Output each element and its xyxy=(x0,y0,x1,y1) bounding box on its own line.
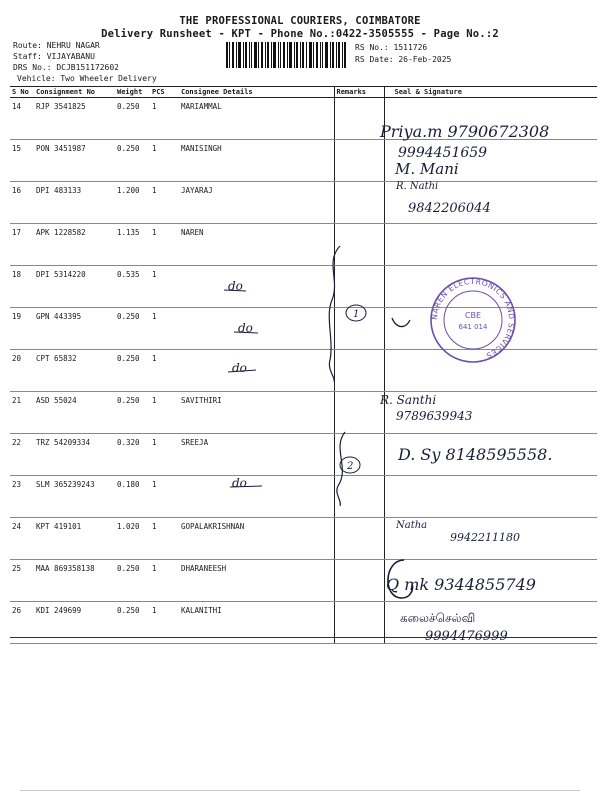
cell-weight: 0.250 xyxy=(115,602,150,644)
ditto-mark: do xyxy=(232,476,247,490)
cell-pcs: 1 xyxy=(150,476,179,518)
cell-weight: 0.535 xyxy=(115,266,150,308)
cell-pcs: 1 xyxy=(150,140,179,182)
route-label: Route: NEHRU NAGAR xyxy=(13,41,100,50)
table-row xyxy=(10,98,597,140)
cell-consignee: NAREN xyxy=(179,224,334,266)
cell-remarks xyxy=(334,476,384,518)
table-row xyxy=(10,182,597,224)
cell-sno: 14 xyxy=(10,98,34,140)
cell-pcs: 1 xyxy=(150,434,179,476)
phone-row16: 9842206044 xyxy=(408,201,491,216)
cell-signature xyxy=(384,350,597,392)
cell-consignment: DPI 483133 xyxy=(34,182,115,224)
cell-remarks xyxy=(334,140,384,182)
staff-label: Staff: VIJAYABANU xyxy=(13,52,95,61)
page-footer-rule xyxy=(20,790,580,791)
cell-weight: 1.020 xyxy=(115,518,150,560)
cell-signature xyxy=(384,98,597,140)
cell-pcs: 1 xyxy=(150,350,179,392)
cell-signature xyxy=(384,266,597,308)
cell-pcs: 1 xyxy=(150,392,179,434)
table-row xyxy=(10,518,597,560)
col-sno-header: S No xyxy=(10,87,34,98)
signature-row21: R. Santhi xyxy=(380,393,437,407)
stamp-city: CBE xyxy=(464,311,482,320)
cell-consignee xyxy=(179,476,334,518)
signature-row15: M. Mani xyxy=(395,160,459,178)
cell-sno: 15 xyxy=(10,140,34,182)
cell-weight: 1.135 xyxy=(115,224,150,266)
cell-sno: 17 xyxy=(10,224,34,266)
signature-row16: R. Nathi xyxy=(396,181,439,192)
vehicle-label: Vehicle: Two Wheeler Delivery xyxy=(17,74,157,83)
cell-consignee xyxy=(179,350,334,392)
stamp-ring-text: NAREN ELECTRONICS AND SERVICES xyxy=(429,276,517,361)
signature-row25: Q mk 9344855749 xyxy=(386,575,536,594)
barcode-icon xyxy=(226,42,346,68)
cell-weight: 1.200 xyxy=(115,182,150,224)
cell-signature xyxy=(384,182,597,224)
cell-pcs: 1 xyxy=(150,560,179,602)
cell-pcs: 1 xyxy=(150,224,179,266)
ditto-mark: do xyxy=(232,361,247,375)
table-bottom-rule xyxy=(10,637,597,638)
phone-row15: 9994451659 xyxy=(398,145,488,161)
cell-signature xyxy=(384,392,597,434)
table-row xyxy=(10,224,597,266)
cell-sno: 16 xyxy=(10,182,34,224)
cell-remarks xyxy=(334,560,384,602)
phone-row24: 9942211180 xyxy=(450,531,520,544)
col-pcs-header: PCS xyxy=(150,87,179,98)
col-consignment-header: Consignment No xyxy=(34,87,115,98)
cell-consignee: KALANITHI xyxy=(179,602,334,644)
signature-row14: Priya.m 9790672308 xyxy=(380,122,550,141)
cell-weight: 0.250 xyxy=(115,392,150,434)
phone-row21: 9789639943 xyxy=(396,409,473,423)
col-weight-header: Weight xyxy=(115,87,150,98)
cell-pcs: 1 xyxy=(150,98,179,140)
table-header-row xyxy=(10,87,597,98)
cell-consignment: SLM 365239243 xyxy=(34,476,115,518)
cell-pcs: 1 xyxy=(150,266,179,308)
cell-remarks xyxy=(334,434,384,476)
runsheet-subtitle: Delivery Runsheet - KPT - Phone No.:0422-3505555 - Page No.:2 xyxy=(101,28,499,40)
cell-pcs: 1 xyxy=(150,308,179,350)
cell-weight: 0.250 xyxy=(115,140,150,182)
table-row xyxy=(10,560,597,602)
cell-consignee: MANISINGH xyxy=(179,140,334,182)
runsheet-table xyxy=(10,86,597,644)
cell-remarks xyxy=(334,266,384,308)
cell-sno: 18 xyxy=(10,266,34,308)
signature-row24: Natha xyxy=(396,520,428,531)
signature-row22: D. Sy 8148595558. xyxy=(398,445,553,464)
cell-remarks xyxy=(334,182,384,224)
cell-pcs: 1 xyxy=(150,518,179,560)
cell-consignment: ASD 55024 xyxy=(34,392,115,434)
cell-remarks xyxy=(334,308,384,350)
cell-consignment: GPN 443395 xyxy=(34,308,115,350)
cell-consignee: SREEJA xyxy=(179,434,334,476)
cell-signature xyxy=(384,308,597,350)
phone-row26: 9994476999 xyxy=(425,629,508,644)
company-title: THE PROFESSIONAL COURIERS, COIMBATORE xyxy=(179,15,421,27)
cell-signature xyxy=(384,518,597,560)
cell-consignment: PON 3451987 xyxy=(34,140,115,182)
cell-sno: 22 xyxy=(10,434,34,476)
cell-consignee: DHARANEESH xyxy=(179,560,334,602)
cell-consignment: RJP 3541825 xyxy=(34,98,115,140)
cell-weight: 0.180 xyxy=(115,476,150,518)
col-consignee-header: Consignee Details xyxy=(179,87,334,98)
cell-consignment: KDI 249699 xyxy=(34,602,115,644)
col-remarks-header: Remarks xyxy=(334,87,384,98)
cell-consignment: APK 1228582 xyxy=(34,224,115,266)
cell-remarks xyxy=(334,350,384,392)
cell-consignment: CPT 65832 xyxy=(34,350,115,392)
stamp-pincode: 641 014 xyxy=(458,323,488,331)
cell-signature xyxy=(384,140,597,182)
cell-consignee xyxy=(179,266,334,308)
cell-sno: 23 xyxy=(10,476,34,518)
cell-consignment: MAA 869358138 xyxy=(34,560,115,602)
table-row xyxy=(10,140,597,182)
cell-signature xyxy=(384,434,597,476)
cell-consignee: SAVITHIRI xyxy=(179,392,334,434)
cell-consignee: GOPALAKRISHNAN xyxy=(179,518,334,560)
drs-label: DRS No.: DCJB151172602 xyxy=(13,63,119,72)
table-row xyxy=(10,266,597,308)
table-row xyxy=(10,476,597,518)
cell-consignee: JAYARAJ xyxy=(179,182,334,224)
cell-remarks xyxy=(334,518,384,560)
cell-signature xyxy=(384,476,597,518)
cell-consignment: DPI 5314220 xyxy=(34,266,115,308)
cell-sno: 25 xyxy=(10,560,34,602)
cell-consignment: TRZ 54209334 xyxy=(34,434,115,476)
cell-weight: 0.250 xyxy=(115,350,150,392)
cell-weight: 0.320 xyxy=(115,434,150,476)
cell-pcs: 1 xyxy=(150,602,179,644)
cell-consignment: KPT 419101 xyxy=(34,518,115,560)
table-row xyxy=(10,434,597,476)
cell-signature xyxy=(384,560,597,602)
cell-remarks xyxy=(334,98,384,140)
group-label-2: 2 xyxy=(347,461,354,472)
cell-consignee xyxy=(179,308,334,350)
cell-sno: 19 xyxy=(10,308,34,350)
cell-weight: 0.250 xyxy=(115,308,150,350)
cell-signature xyxy=(384,224,597,266)
cell-weight: 0.250 xyxy=(115,98,150,140)
ditto-mark: do xyxy=(238,321,253,335)
cell-sno: 21 xyxy=(10,392,34,434)
cell-sno: 20 xyxy=(10,350,34,392)
ditto-mark: do xyxy=(228,279,243,293)
table-row xyxy=(10,392,597,434)
table-row xyxy=(10,308,597,350)
signature-row26: கலைச்செல்வி xyxy=(400,611,476,625)
table-row xyxy=(10,350,597,392)
group-label-1: 1 xyxy=(353,309,360,320)
rs-number: RS No.: 1511726 xyxy=(355,43,428,52)
cell-weight: 0.250 xyxy=(115,560,150,602)
cell-sno: 24 xyxy=(10,518,34,560)
cell-remarks xyxy=(334,224,384,266)
cell-sno: 26 xyxy=(10,602,34,644)
cell-remarks xyxy=(334,392,384,434)
cell-consignee: MARIAMMAL xyxy=(179,98,334,140)
col-seal-header: Seal & Signature xyxy=(384,87,597,98)
rs-date: RS Date: 26-Feb-2025 xyxy=(355,55,452,64)
cell-pcs: 1 xyxy=(150,182,179,224)
